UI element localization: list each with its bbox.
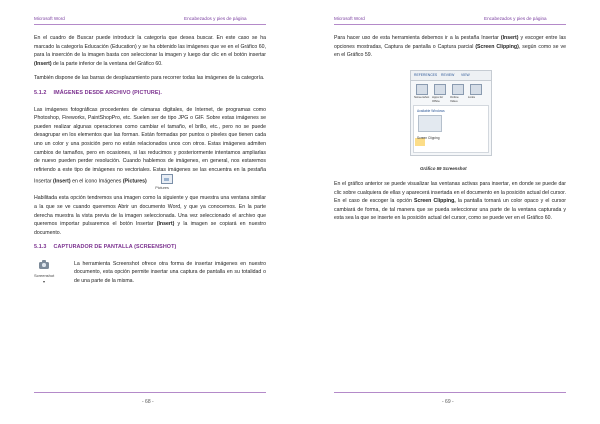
left-body [34,34,266,292]
paragraph: Para hacer uso de esta herramienta debemos ir a la pestaña Insertar (Insert) y escoger entre las opciones mostradas, Captura de pantalla o Captura parcial (Screen Clipping), según como se ve en el Gráfico 59. [334,35,566,59]
window-thumbnail [418,115,442,132]
screen-clipping-item: Screen Clipping [417,136,440,140]
apps-button: Apps for Office [432,84,446,104]
ribbon-tab: REFERENCES [414,73,438,77]
paragraph: La herramienta Screenshot ofrece otra forma de insertar imágenes en nuestro documento, esta opción permite insertar una captura de pantalla en su totalidad o de una parte de la misma. [74,260,266,285]
page-number: - 69 - [442,399,454,405]
footer-rule [334,392,566,393]
header-chapter: Encabezados y pies de página [484,16,547,21]
section-heading: 5.1.2 IMÁGENES DESDE ARCHIVO (PICTURE). [34,89,163,96]
footer-rule [34,392,266,393]
header-rule [34,24,266,25]
paragraph: Habilitada esta opción tendremos una imagen como la siguiente y que muestra una ventana similar a la que se ve cuando queremos Abrir un documento Word, y que ya conocemos. En la parte derecha muestra la vista previa de la imagen seleccionada. Una vez seleccionado el archivo que queremos importar pulsaremos el botón Insertar (Insert) y la imagen se copiará en nuestro documento. [34,195,266,236]
figure-caption: Gráfico 59 Screenshot [420,166,467,171]
page-number: - 68 - [142,399,154,405]
ribbon-tab: REVIEW [441,73,455,77]
ribbon-tabbar [411,71,491,81]
pane-title: Available Windows [417,109,445,113]
paragraph: En el cuadro de Buscar puede introducir la categoría que desea buscar. En este caso se ha marcado la categoría Educación (Education) y se ha obtenido las imágenes que ve en el Gráfico 60, para la inserción de la imagen basta con seleccionar la imagen y luego dar clic en el botón insertar (Insert) de la parte inferior de la ventana del Gráfico 60. [34,35,266,67]
right-body-bottom [334,180,566,229]
available-windows-pane [413,105,489,153]
pictures-icon: Pictures [151,174,179,188]
ribbon-tab: VIEW [461,73,470,77]
screenshot-icon: Screenshot ▾ [34,260,56,290]
paragraph: Las imágenes fotográficas procedentes de cámaras digitales, de Internet, de programas como Photoshop, Fireworks, PaintShopPro, etc. Suelen ser de tipo JPG o GIF. Sobre estas imágenes se pueden realizar algunas operaciones como cambiar el tamaño, el brillo, etc., pero no se puede desagrupar en los elementos que las forman. Están formadas por puntos o pixeles que tienen cada uno un color y una posición pero no están relacionados unos con otros. Estas imágenes admiten cambios de tamaños, pero en ocasiones, si las reducimos y posteriormente intentamos ampliarlas de nuevo pueden perder resolución. Cuando hablemos de imágenes, en general, nos estaremos refiriendo a este tipo de imágenes no vectoriales. Estas imágenes se las encuentra en la pestaña Insertar (Insert) en el icono Imágenes (Pictures) Pictures [34,106,266,191]
paragraph: En el gráfico anterior se puede visualizar las ventanas activas para insertar, en donde se puede dar clic sobre cualquiera de ellas y aparecerá insertada en el documento en la posición actual del cursor. En el caso de escoger la opción Screen Clipping, la pantalla tornará un color opaco y el cursor cambiará de forma, de tal manera que se pueda seleccionar una parte de la ventana capturada y esta sea la que se inserte en la posición actual del cursor, como se puede ver en el Gráfico 60. [334,181,566,222]
section-heading: 5.1.3 CAPTURADOR DE PANTALLA (SCREENSHOT) [34,244,177,251]
header-title: Microsoft Word [334,16,365,21]
online-video-button: Online Video [450,84,464,104]
right-body-top [334,34,566,66]
paragraph: También dispone de las barras de desplazamiento para recorrer todas las imágenes de la categoría. [34,75,265,82]
screenshot-ribbon-figure [410,70,492,156]
header-title: Microsoft Word [34,16,65,21]
screenshot-block [34,260,266,286]
screenshot-button: Screenshot [414,84,428,104]
header-rule [334,24,566,25]
header-chapter: Encabezados y pies de página [184,16,247,21]
links-button: Links [468,84,482,104]
